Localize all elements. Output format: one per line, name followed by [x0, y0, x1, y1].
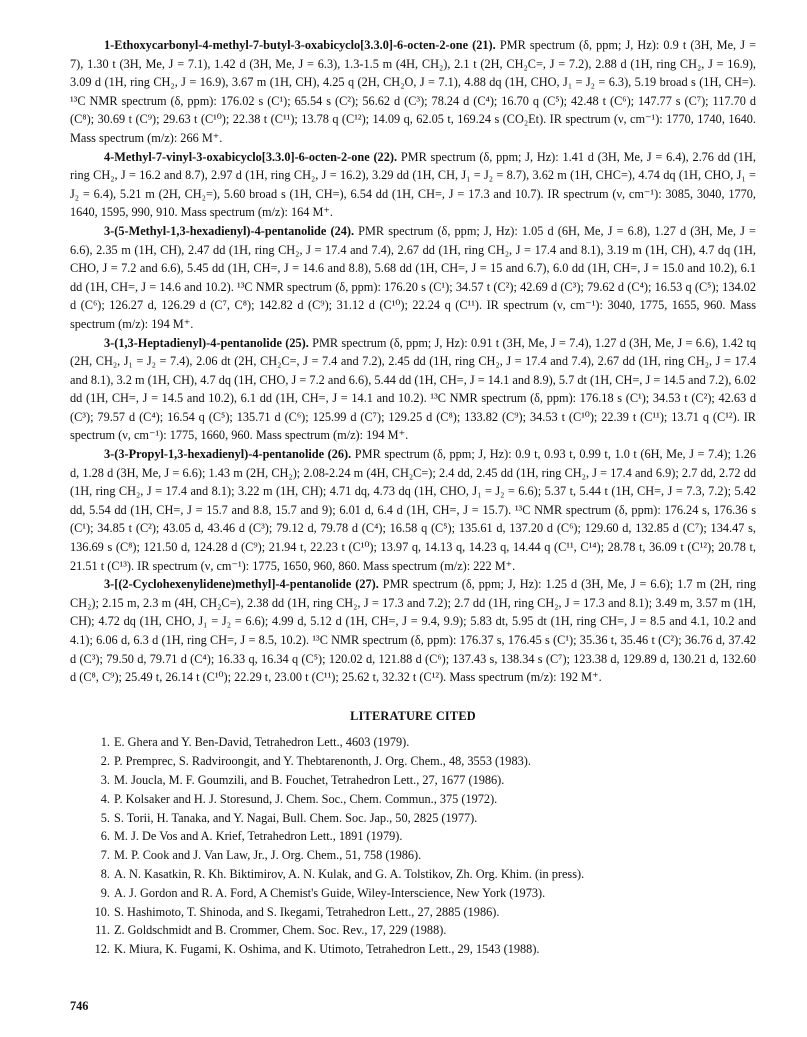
- compound-entry-26: [70, 445, 756, 575]
- reference-number: 10.: [94, 904, 110, 919]
- compound-entry-21: [70, 36, 756, 148]
- compound-spectra: PMR spectrum (δ, ppm; J, Hz): 1.25 d (3H, Me, J = 6.6); 1.7 m (2H, ring CH₂); 2.15 m, 2.3 m (4H, CH₂C=), 2.38 dd (1H, ring CH₂, J = 17.3 and 7.2); 2.7 dd (1H, ring CH₂, J = 17.3 and 8.1); 3.49 m, 3.57 m (1H, CH); 4.72 dq (1H, CHO, J₁ = J₂ = 6.6); 4.99 d, 5.12 d (1H, CH=, J = 9.4, 9.9); 5.83 dt, 5.95 dt (1H, ring CH=, J = 8.5 and 4.1, 10.2 and 4.1); 6.06 d, 6.3 d (1H, ring CH=, J = 8.5, 10.2). ¹³C NMR spectrum (δ, ppm): 176.37 s, 176.45 s (C¹); 35.36 t, 35.46 t (C²); 36.76 d, 37.42 d (C³); 79.50 d, 79.71 d (C⁴); 16.33 q, 16.34 q (C⁵); 120.02 d, 121.88 d (C⁶); 137.43 s, 138.34 s (C⁷); 123.38 d, 129.89 d, 130.21 d, 132.60 d (C⁸, C⁹); 25.49 t, 26.14 t (C¹⁰); 22.29 t, 23.00 t (C¹¹); 25.62 t, 32.32 t (C¹²). Mass spectrum (m/z): 192 M⁺.: [70, 577, 756, 685]
- reference-text: E. Ghera and Y. Ben-David, Tetrahedron Lett., 4603 (1979).: [114, 735, 410, 750]
- reference-list: [70, 733, 756, 959]
- reference-item: [70, 903, 756, 922]
- reference-text: M. J. De Vos and A. Krief, Tetrahedron Lett., 1891 (1979).: [114, 829, 403, 844]
- reference-text: A. N. Kasatkin, R. Kh. Biktimirov, A. N. Kulak, and G. A. Tolstikov, Zh. Org. Khim. (in press).: [114, 866, 585, 881]
- compound-entry-22: [70, 148, 756, 222]
- compound-name: 1-Ethoxycarbonyl-4-methyl-7-butyl-3-oxabicyclo[3.3.0]-6-octen-2-one (21).: [104, 38, 496, 52]
- compound-entry-25: [70, 334, 756, 446]
- reference-text: M. Joucla, M. F. Goumzili, and B. Fouchet, Tetrahedron Lett., 27, 1677 (1986).: [114, 772, 505, 787]
- reference-item: [70, 733, 756, 752]
- compound-entry-27: [70, 575, 756, 687]
- reference-text: P. Kolsaker and H. J. Storesund, J. Chem. Soc., Chem. Commun., 375 (1972).: [114, 791, 498, 806]
- reference-number: 12.: [94, 942, 110, 957]
- compound-spectra: PMR spectrum (δ, ppm; J, Hz): 0.9 t (3H, Me, J = 7), 1.30 t (3H, Me, J = 7.1), 1.42 d (3H, Me, J = 6.3), 1.3-1.5 m (4H, CH₂), 2.1 t (2H, CH₂C=, J = 7.2), 2.88 d (1H, ring CH₂, J = 16.9), 3.09 d (1H, ring CH₂, J = 16.9), 3.67 m (1H, CH), 4.25 q (2H, CH₂O, J = 7.1), 4.88 dq (1H, CHO, J₁ = J₂ = 6.3), 5.19 broad s (1H, CH=). ¹³C NMR spectrum (δ, ppm): 176.02 s (C¹); 65.54 s (C²); 56.62 d (C³); 78.24 d (C⁴); 16.70 q (C⁵); 42.48 t (C⁶); 147.77 s (C⁷); 117.70 d (C⁸); 30.69 t (C⁹); 29.63 t (C¹⁰); 22.38 t (C¹¹); 13.78 q (C¹²); 14.09 q, 62.05 t, 169.24 s (CO₂Et). IR spectrum (ν, cm⁻¹): 1770, 1740, 1640. Mass spectrum (m/z): 266 M⁺.: [70, 38, 757, 145]
- reference-number: 6.: [100, 829, 110, 844]
- reference-item: [70, 846, 756, 865]
- compound-spectra: PMR spectrum (δ, ppm; J, Hz): 1.05 d (6H, Me, J = 6.8), 1.27 d (3H, Me, J = 6.6), 2.35 m (1H, CH), 2.47 dd (1H, ring CH₂, J = 17.4 and 7.4), 2.67 dd (1H, ring CH₂, J = 17.4 and 8.1), 3.19 m (1H, CH), 4.7 dq (1H, CHO, J = 7.2 and 6.6), 5.45 dd (1H, CH=, J = 14.6 and 8.8), 5.68 dd (1H, CH=, J = 15 and 6.7), 6.0 dd (1H, CH=, J = 15.0 and 10.2), 6.1 dd (1H, CH=, J = 14.6 and 10.2). ¹³C NMR spectrum (δ, ppm): 176.20 s (C¹); 34.57 t (C²); 42.69 d (C³); 79.62 d (C⁴); 16.53 q (C⁵); 134.02 d (C⁶); 126.27 d, 126.29 d (C⁷, C⁸); 142.82 d (C⁹); 31.12 d (C¹⁰); 22.24 q (C¹¹). IR spectrum (ν, cm⁻¹): 3040, 1775, 1655, 960. Mass spectrum (m/z): 194 M⁺.: [70, 223, 756, 331]
- reference-number: 3.: [100, 772, 110, 787]
- reference-number: 1.: [100, 735, 110, 750]
- reference-text: S. Hashimoto, T. Shinoda, and S. Ikegami, Tetrahedron Lett., 27, 2885 (1986).: [114, 904, 500, 919]
- reference-text: K. Miura, K. Fugami, K. Oshima, and K. Utimoto, Tetrahedron Lett., 29, 1543 (1988).: [114, 942, 540, 957]
- literature-heading: LITERATURE CITED: [350, 708, 476, 723]
- compound-spectra: PMR spectrum (δ, ppm; J, Hz): 1.41 d (3H, Me, J = 6.4), 2.76 dd (1H, ring CH₂, J = 16.2 and 8.7), 2.97 d (1H, ring CH₂, J = 16.2), 3.29 dd (1H, CH, J₁ = J₂ = 8.7), 3.62 m (1H, CHC=), 4.74 dq (1H, CHO, J₁ = J₂ = 6.4), 5.21 m (2H, CH₂=), 5.60 broad s (1H, CH=), 6.54 dd (1H, CH=, J = 17.3 and 10.7). IR spectrum (ν, cm⁻¹): 3085, 3040, 1770, 1640, 1595, 990, 910. Mass spectrum (m/z): 164 M⁺.: [70, 149, 756, 220]
- compound-name: 3-(1,3-Heptadienyl)-4-pentanolide (25).: [104, 335, 309, 350]
- reference-item: [70, 790, 756, 809]
- compound-name: 3-[(2-Cyclohexenylidene)methyl]-4-pentanolide (27).: [104, 577, 379, 592]
- page-body: [70, 36, 756, 959]
- reference-text: M. P. Cook and J. Van Law, Jr., J. Org. Chem., 51, 758 (1986).: [114, 848, 422, 863]
- reference-item: [70, 771, 756, 790]
- reference-text: Z. Goldschmidt and B. Crommer, Chem. Soc. Rev., 17, 229 (1988).: [114, 923, 447, 938]
- compound-spectra: PMR spectrum (δ, ppm; J, Hz): 0.9 t, 0.93 t, 0.99 t, 1.0 t (6H, Me, J = 7.4); 1.26 d, 1.28 d (3H, Me, J = 6.6); 1.43 m (2H, CH₂); 2.08-2.24 m (4H, CH₂C=); 2.4 dd, 2.45 dd (1H, ring CH₂, J = 17.4 and 6.9); 2.7 dd, 2.72 dd (1H, ring CH₂, J = 17.4 and 8.1); 3.22 m (1H, CH); 4.71 dq, 4.73 dq (1H, CHO, J₁ = J₂ = 6.6); 5.37 t, 5.44 t (1H, CH=, J = 7.3, 7.2); 5.42 dd, 5.54 dd (1H, CH=, J = 15.7 and 8.8, 15.7 and 9); 6.01 d, 6.4 d (1H, CH=, J = 15.7). ¹³C NMR spectrum (δ, ppm): 176.24 s, 176.36 s (C¹); 34.85 t (C²); 43.05 d, 43.46 d (C³); 79.12 d, 79.78 d (C⁴); 16.58 q (C⁵); 135.61 d, 137.20 d (C⁶); 129.60 d, 132.85 d (C⁷); 134.47 s, 136.69 s (C⁸); 121.50 d, 124.28 d (C⁹); 21.94 t, 22.23 t (C¹⁰); 13.97 q, 14.13 q, 14.23 q, 14.44 q (C¹¹, C¹⁴); 28.78 t, 36.09 t (C¹²); 20.78 t, 21.51 t (C¹³). IR spectrum (ν, cm⁻¹): 1775, 1650, 960, 860. Mass spectrum (m/z): 222 M⁺.: [70, 447, 757, 573]
- compound-entry-24: [70, 222, 756, 334]
- compound-name: 3-(5-Methyl-1,3-hexadienyl)-4-pentanolide (24).: [104, 223, 355, 238]
- reference-text: A. J. Gordon and R. A. Ford, A Chemist's Guide, Wiley-Interscience, New York (1973).: [114, 885, 546, 900]
- compound-spectra: PMR spectrum (δ, ppm; J, Hz): 0.91 t (3H, Me, J = 7.4), 1.27 d (3H, Me, J = 6.6), 1.42 tq (2H, CH₂, J₁ = J₂ = 7.4), 2.06 dt (2H, CH₂C=, J = 7.4 and 7.2), 2.45 dd (1H, ring CH₂, J = 17.4 and 7.4), 2.67 dd (1H, ring CH₂, J = 17.4 and 8.1), 3.2 m (1H, CH), 4.7 dq (1H, CHO, J = 7.2 and 6.6), 5.44 dd (1H, CH=, J = 14.1 and 8.9), 5.7 dt (1H, CH=, J = 14.5 and 7.2), 6.02 dd (1H, CH=, J = 14.5 and 10.2), 6.1 dd (1H, CH=, J = 14.1 and 10.2). ¹³C NMR spectrum (δ, ppm): 176.18 s (C¹); 34.53 t (C²); 42.63 d (C³); 79.57 d (C⁴); 16.54 q (C⁵); 135.71 d (C⁶); 125.99 d (C⁷); 129.25 d (C⁸); 133.82 (C⁹); 34.53 t (C¹⁰); 22.39 t (C¹¹); 13.71 q (C¹²). IR spectrum (ν, cm⁻¹): 1775, 1660, 960. Mass spectrum (m/z): 194 M⁺.: [70, 335, 757, 443]
- reference-number: 11.: [95, 923, 110, 938]
- reference-number: 5.: [100, 810, 110, 825]
- compound-name: 4-Methyl-7-vinyl-3-oxabicyclo[3.3.0]-6-octen-2-one (22).: [104, 149, 398, 164]
- reference-item: [70, 940, 756, 959]
- reference-item: [70, 884, 756, 903]
- reference-item: [70, 752, 756, 771]
- reference-text: S. Torii, H. Tanaka, and Y. Nagai, Bull. Chem. Soc. Jap., 50, 2825 (1977).: [114, 810, 478, 825]
- reference-number: 2.: [100, 754, 110, 769]
- compound-name: 3-(3-Propyl-1,3-hexadienyl)-4-pentanolide (26).: [104, 447, 352, 462]
- reference-item: [70, 865, 756, 884]
- reference-number: 7.: [100, 848, 110, 863]
- reference-item: [70, 827, 756, 846]
- page-number: 746: [70, 999, 89, 1013]
- reference-number: 8.: [100, 866, 110, 881]
- reference-item: [70, 921, 756, 940]
- reference-text: P. Premprec, S. Radviroongit, and Y. Thebtarenonth, J. Org. Chem., 48, 3553 (1983).: [114, 754, 531, 769]
- reference-item: [70, 809, 756, 828]
- reference-number: 9.: [100, 885, 110, 900]
- reference-number: 4.: [100, 791, 110, 806]
